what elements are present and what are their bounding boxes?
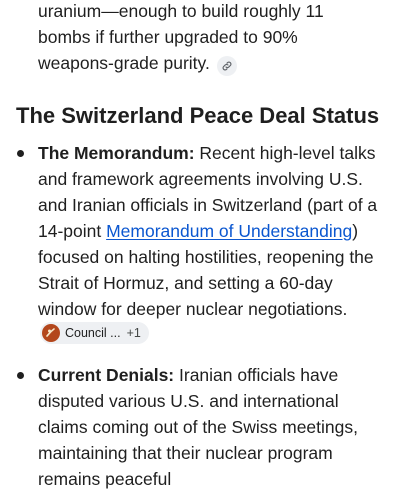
list-item-memorandum — [0, 140, 378, 350]
intro-text: uranium—enough to build roughly 11 bombs if further upgraded to 90% weapons-grade purity. — [38, 1, 324, 73]
bullet-text: Iranian officials have disputed various U.S. and international claims coming out of the Swiss meetings, maintaining that their nuclear program remains peaceful — [38, 365, 358, 489]
bullet-text: Recent high-level talks and framework agreements involving U.S. and Iranian officials in Switzerland (part of a 14-point — [38, 143, 378, 241]
link-icon — [221, 60, 233, 72]
bullet-dot — [17, 150, 24, 157]
bullet-title: Current Denials: — [38, 365, 175, 385]
section-heading: The Switzerland Peace Deal Status — [16, 103, 380, 128]
bullet-dot — [17, 372, 24, 379]
memorandum-link[interactable]: Memorandum of Understanding — [106, 221, 353, 241]
source-chip[interactable] — [40, 322, 149, 344]
bullet-title: The Memorandum: — [38, 143, 195, 163]
list-item-current-denials — [0, 362, 378, 492]
citation-link-button[interactable] — [217, 56, 237, 76]
source-chip-label: Council ... — [65, 326, 121, 340]
intro-paragraph — [38, 0, 378, 76]
bullet-text-continued: ) focused on halting hostilities, reopening the Strait of Hormuz, and setting a 60-day window for deeper nuclear negotiations. — [38, 221, 374, 319]
council-source-logo-icon — [42, 324, 60, 342]
source-chip-count: +1 — [126, 326, 141, 340]
bullet-list — [0, 140, 400, 492]
